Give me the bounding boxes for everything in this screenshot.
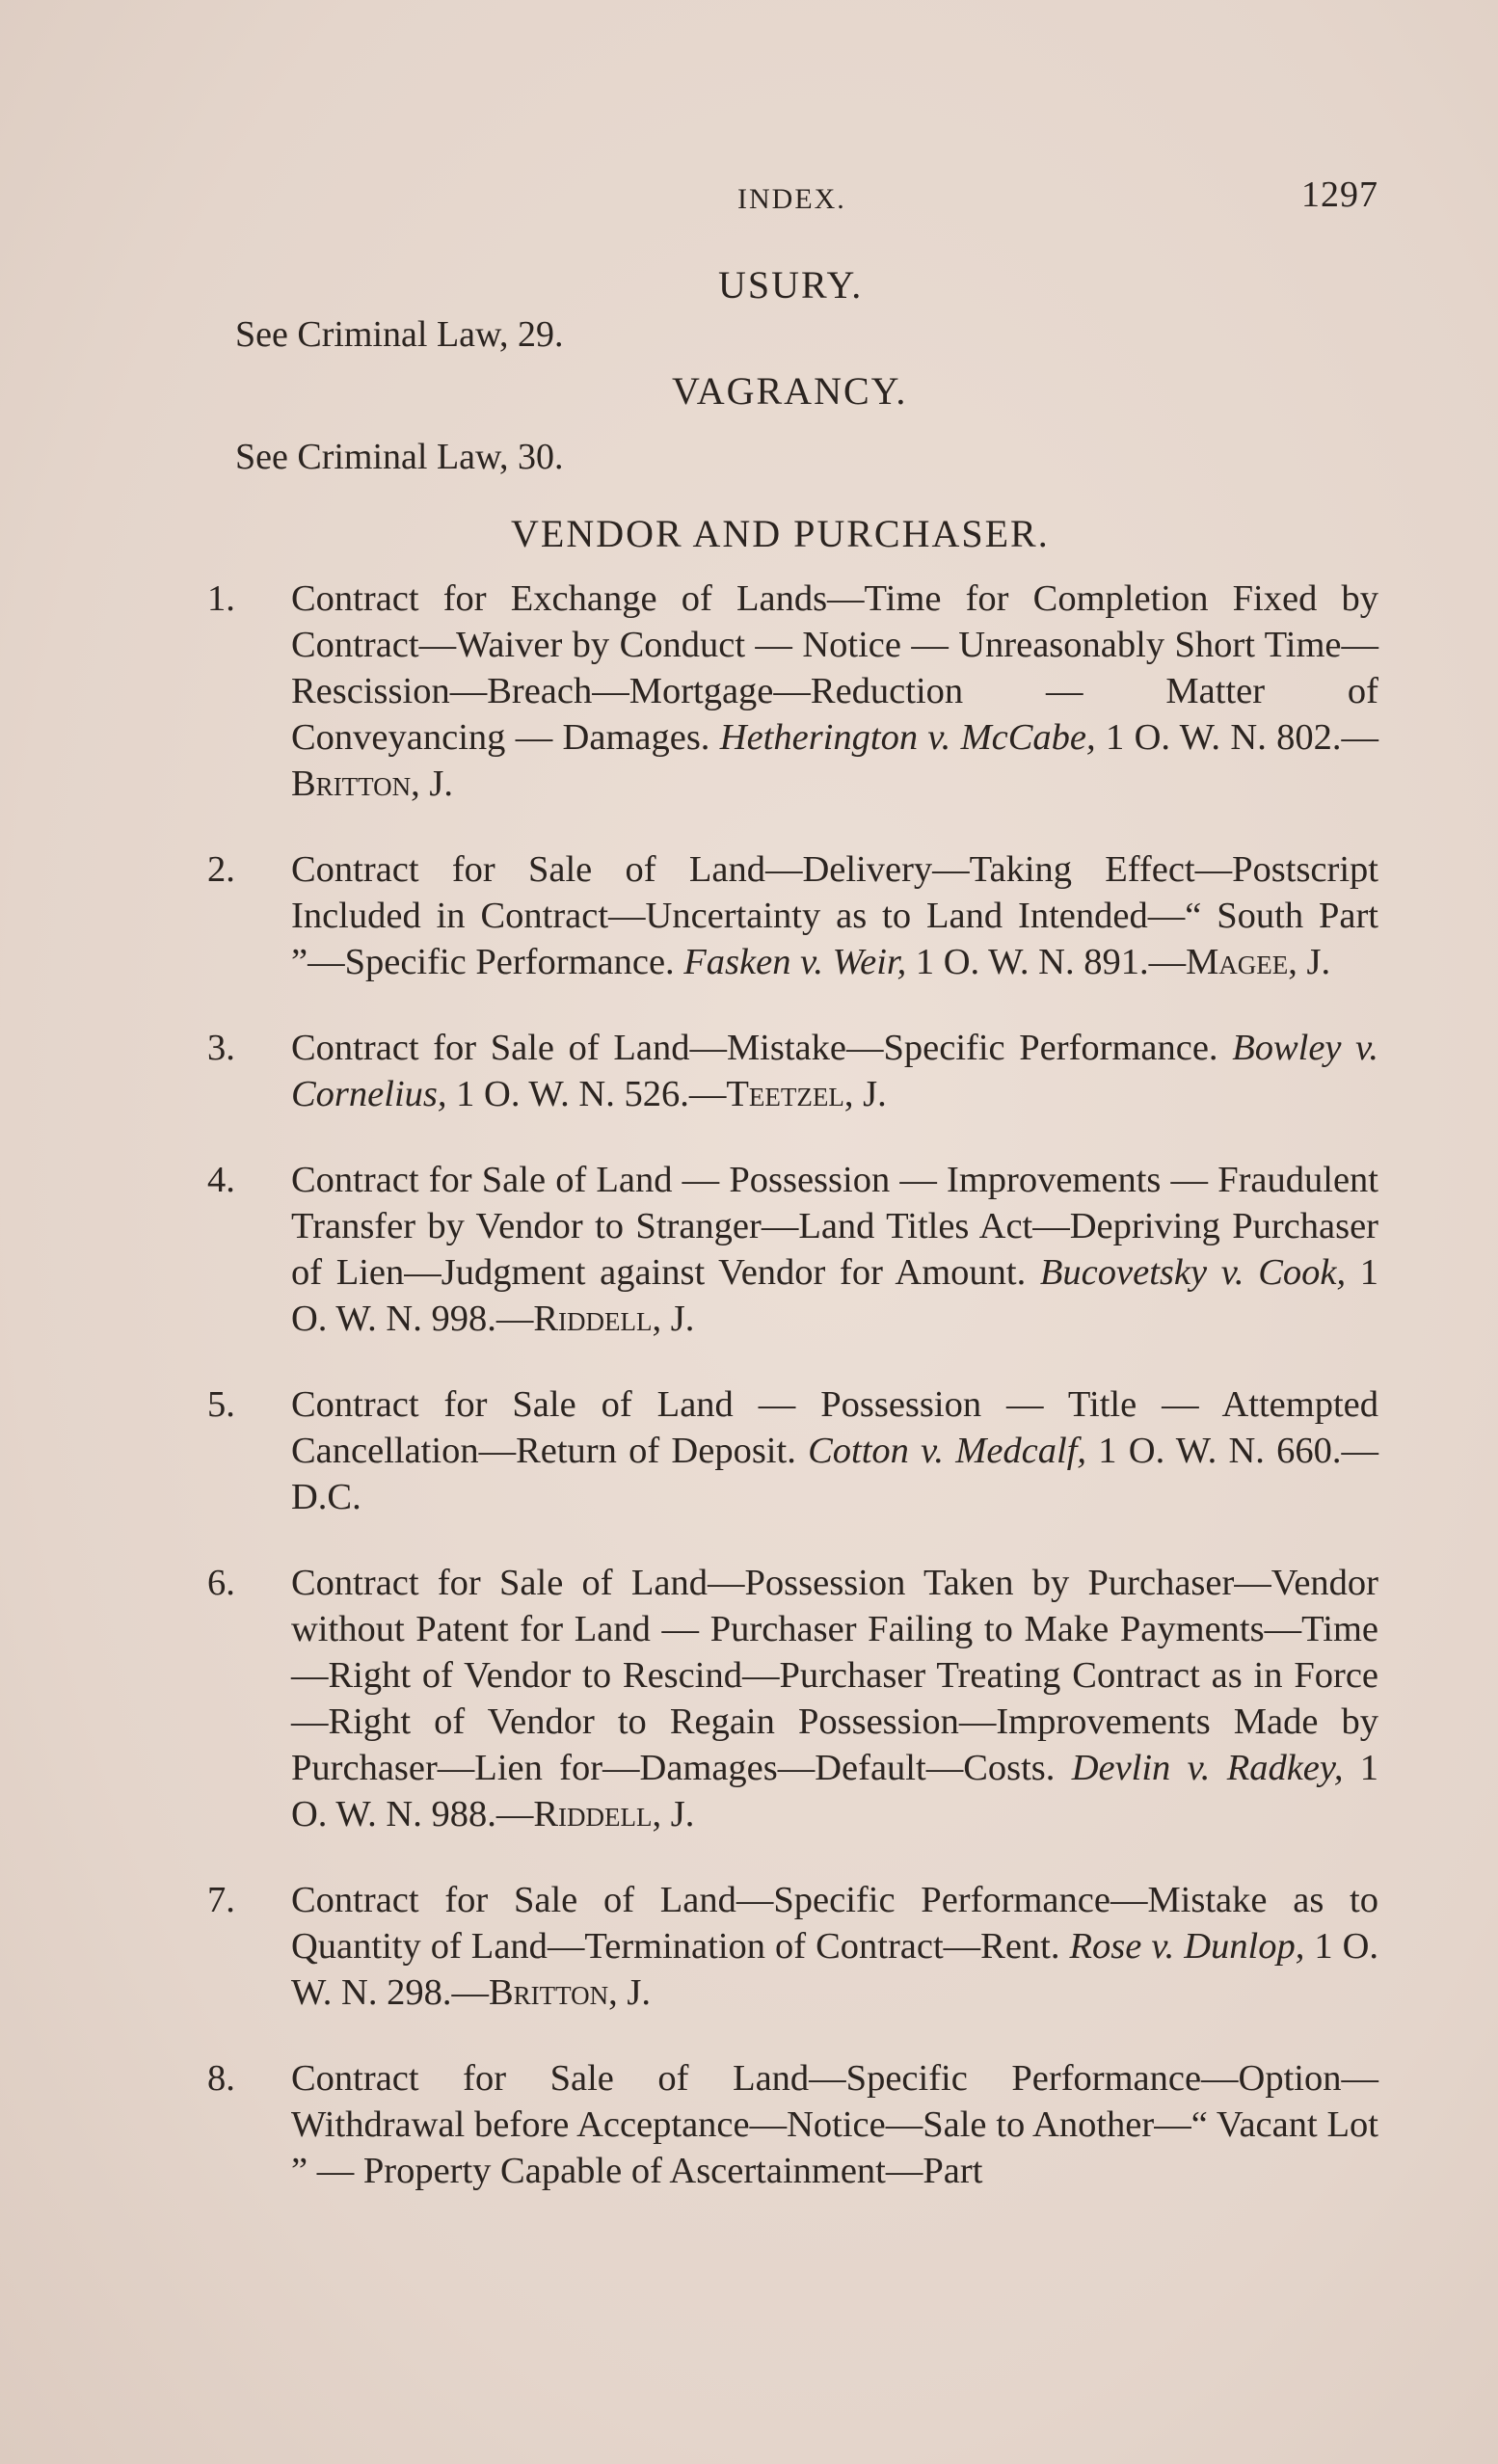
entry-text: Contract for Exchange of Lands—Time for Completion Fixed by Contract—Waiver by Conduct — Notice — Unreasonably Short Time—Rescission—Breach—Mortgage—Reduction — Matter of Conveyancing — Damages.	[291, 578, 1378, 758]
heading-usury: USURY.	[718, 263, 864, 307]
entry-text: Contract for Sale of Land—Possession Taken by Purchaser—Vendor without Patent for Land — Purchaser Failing to Make Payments—Time—Right of Vendor to Rescind—Purchaser Treating Contract as in Force—Right of Vendor to Regain Possession—Improvements Made by Purchaser—Lien for—Damages—Default—Costs.	[291, 1563, 1378, 1788]
judge-name: Teetzel, J.	[726, 1074, 887, 1114]
entry-text: Contract for Sale of Land—Specific Performance—Mistake as to Quantity of Land—Termination of Contract—Rent.	[291, 1880, 1378, 1967]
running-header	[207, 174, 1378, 222]
index-entry	[207, 1025, 1378, 1117]
index-entries	[207, 576, 1378, 2234]
index-entry	[207, 2055, 1378, 2194]
entry-text: Contract for Sale of Land — Possession — Title — Attempted Cancellation—Return of Deposit.	[291, 1384, 1378, 1471]
see-reference-usury: See Criminal Law, 29.	[235, 314, 564, 355]
heading-vendor-and-purchaser: VENDOR AND PURCHASER.	[511, 512, 1050, 555]
judge-name: Riddell, J.	[533, 1299, 695, 1339]
case-name: Bucovetsky v. Cook,	[1039, 1252, 1347, 1293]
index-entry	[207, 1157, 1378, 1342]
index-entry	[207, 1877, 1378, 2016]
case-name: Devlin v. Radkey,	[1071, 1748, 1344, 1788]
judge-name: Britton, J.	[291, 763, 454, 804]
index-entry	[207, 576, 1378, 807]
case-name: Bowley v. Cornelius,	[291, 1028, 1378, 1114]
case-citation: 1 O. W. N. 660.—D.C.	[291, 1431, 1378, 1517]
entry-number: 6.	[207, 1563, 235, 1603]
entry-number: 4.	[207, 1160, 235, 1200]
case-citation: 1 O. W. N. 526.—	[456, 1074, 727, 1114]
case-citation: 1 O. W. N. 998.—	[291, 1252, 1379, 1339]
case-citation: 1 O. W. N. 802.—	[1105, 717, 1379, 758]
case-citation: 1 O. W. N. 298.—	[291, 1926, 1379, 2013]
entry-text: Contract for Sale of Land—Specific Performance—Option—Withdrawal before Acceptance—Notice—Sale to Another—“ Vacant Lot ” — Property Capable of Ascertainment—Part	[291, 2058, 1378, 2191]
case-name: Cotton v. Medcalf,	[808, 1431, 1087, 1471]
case-name: Rose v. Dunlop,	[1069, 1926, 1305, 1967]
case-name: Hetherington v. McCabe,	[719, 717, 1096, 758]
entry-number: 5.	[207, 1384, 235, 1425]
index-entry	[207, 846, 1378, 985]
entry-text: Contract for Sale of Land — Possession — Improvements — Fraudulent Transfer by Vendor to Stranger—Land Titles Act—Depriving Purchaser of Lien—Judgment against Vendor for Amount.	[291, 1160, 1378, 1293]
judge-name: Britton, J.	[488, 1972, 652, 2013]
judge-name: Magee, J.	[1186, 942, 1331, 982]
entry-number: 1.	[207, 578, 235, 619]
entry-number: 8.	[207, 2058, 235, 2099]
heading-vagrancy: VAGRANCY.	[672, 369, 908, 413]
see-reference-vagrancy: See Criminal Law, 30.	[235, 437, 564, 477]
page-number: 1297	[1301, 174, 1378, 215]
index-entry	[207, 1560, 1378, 1837]
entry-number: 3.	[207, 1028, 235, 1068]
entry-text: Contract for Sale of Land—Mistake—Specific Performance.	[291, 1028, 1218, 1068]
case-citation: 1 O. W. N. 891.—	[915, 942, 1187, 982]
entry-text: Contract for Sale of Land—Delivery—Taking Effect—Postscript Included in Contract—Uncertainty as to Land Intended—“ South Part ”—Specific Performance.	[291, 849, 1378, 982]
entry-number: 2.	[207, 849, 235, 890]
case-citation: 1 O. W. N. 988.—	[291, 1748, 1378, 1835]
case-name: Fasken v. Weir,	[683, 942, 907, 982]
judge-name: Riddell, J.	[533, 1794, 695, 1835]
entry-number: 7.	[207, 1880, 235, 1920]
header-title: INDEX.	[737, 183, 846, 215]
index-entry	[207, 1381, 1378, 1520]
